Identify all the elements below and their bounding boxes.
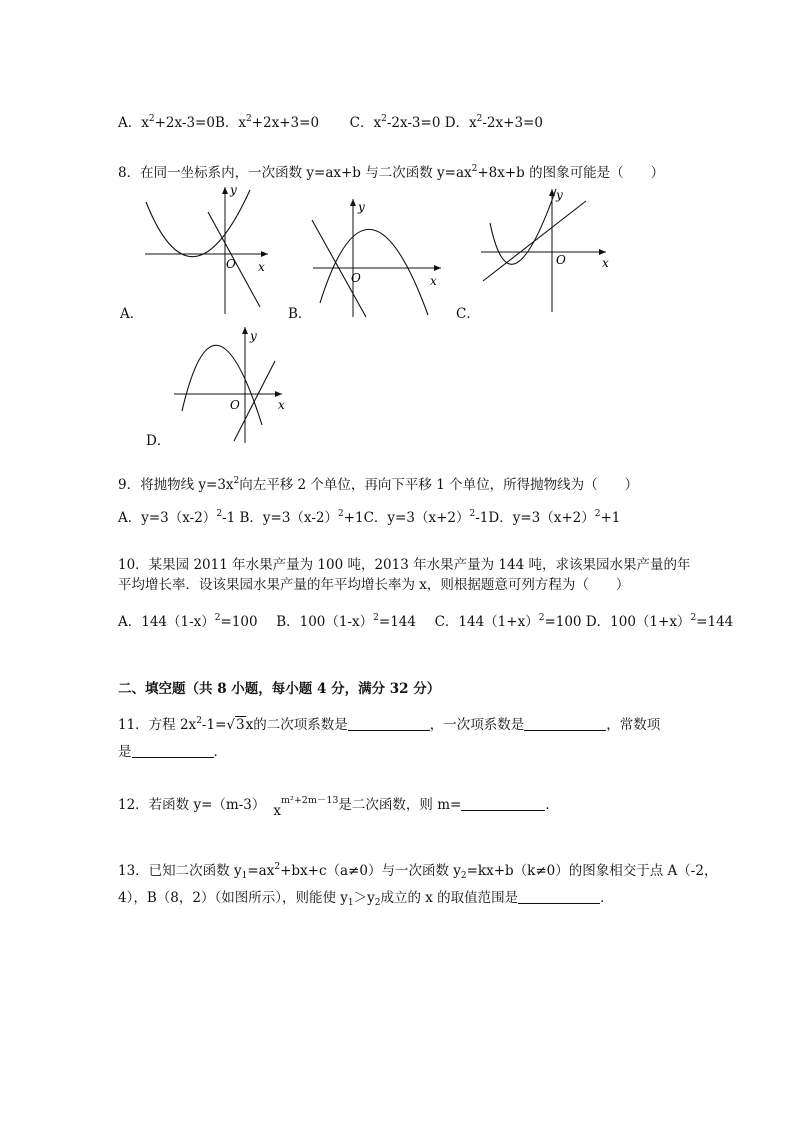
q10-line1: 10．某果园 2011 年水果产量为 100 吨，2013 年水果产量为 144 吨，求该果园水果产量的年	[118, 557, 691, 573]
q13-text-f: ＞y	[353, 890, 375, 906]
exponent: 2	[476, 114, 483, 124]
x-label: x	[430, 274, 437, 288]
q13-text-a: 13．已知二次函数 y	[118, 863, 242, 879]
x-label: x	[602, 256, 609, 270]
q8-graph-c	[478, 185, 613, 315]
option-b-label: B．	[288, 306, 312, 322]
subscript: 1	[347, 898, 354, 908]
q12-text-a: 12．若函数 y=（m-3）	[118, 797, 266, 813]
line	[483, 201, 586, 281]
q10-opt-c-end: =100	[544, 614, 582, 630]
q10-line2: 平均增长率．设该果园水果产量的年平均增长率为 x，则根据题意可列方程为（ ）	[118, 577, 630, 593]
q7-b-end: +2x+3=0	[251, 115, 320, 131]
q11-line1	[118, 712, 660, 734]
q12-line	[118, 795, 559, 819]
subscript: 2	[460, 871, 467, 881]
q11-text-f: 是	[118, 744, 132, 760]
x-arrow-icon	[261, 251, 268, 257]
exponent: 2	[148, 114, 155, 124]
answer-blank-1[interactable]	[348, 717, 430, 731]
q9-opt-c: +1C．y=3（x+2）	[343, 510, 470, 526]
q11-text-g: ．	[213, 744, 227, 760]
y-arrow-icon	[350, 199, 356, 206]
y-label: y	[556, 188, 563, 202]
origin-label: O	[556, 253, 566, 267]
q8-text-a: 8．在同一坐标系内，一次函数 y=ax+b 与二次函数 y=ax	[118, 165, 472, 181]
y-arrow-icon	[222, 187, 228, 194]
exponent: 2	[233, 476, 240, 486]
y-label: y	[358, 200, 365, 214]
q9-opt-b: -1 B．y=3（x-2）	[222, 510, 338, 526]
q11-text-d: ，一次项系数是	[429, 717, 525, 733]
q10-opt-d-end: =144	[696, 614, 734, 630]
exponent: 2	[594, 509, 601, 519]
q11-text-e: ，常数项	[606, 717, 661, 733]
exponent: 2	[214, 613, 221, 623]
parabola	[182, 345, 262, 425]
q12-text-b: 是二次函数，则 m=	[338, 797, 462, 813]
q10-opt-a: A．144（1-x）	[118, 614, 215, 630]
q7-c-text: C．x	[349, 115, 382, 131]
q10-opt-d: D．100（1+x）	[585, 614, 691, 630]
q9-opt-a: A．y=3（x-2）	[118, 510, 217, 526]
answer-blank-3[interactable]	[132, 744, 214, 758]
q11-line2	[118, 743, 227, 761]
exponent: 2	[245, 114, 252, 124]
section-title: 二、填空题（共 8 小题，每小题 4 分，满分 32 分）	[118, 681, 441, 697]
q13-line2	[118, 889, 614, 912]
exponent: 2	[471, 164, 478, 174]
q8-graph-d	[172, 323, 292, 445]
q12-text-c: ．	[545, 797, 559, 813]
q10-opt-b-end: =144	[378, 614, 416, 630]
sqrt-symbol: √3	[226, 717, 245, 733]
y-arrow-icon	[242, 327, 248, 334]
exponent: 2	[337, 509, 344, 519]
q10-opt-b: B．100（1-x）	[276, 614, 374, 630]
q12-base: x	[273, 803, 281, 819]
origin-label: O	[226, 257, 236, 271]
exponent: 2	[373, 613, 379, 623]
q11-text-c: x的二次项系数是	[245, 717, 348, 733]
q8-text-b: +8x+b 的图象可能是（ ）	[477, 165, 665, 181]
q9-options	[118, 505, 620, 527]
option-c-label: C．	[456, 306, 480, 322]
subscript: 1	[241, 871, 248, 881]
answer-blank[interactable]	[518, 890, 600, 904]
exponent: 2	[690, 613, 697, 623]
q13-text-g: 成立的 x 的取值范围是	[380, 890, 519, 906]
option-a-label: A．	[120, 306, 144, 322]
q13-text-c: +bx+c（a≠0）与一次函数 y	[280, 863, 461, 879]
y-label: y	[230, 183, 237, 197]
option-d-label: D．	[146, 433, 171, 449]
exponent: 2	[216, 509, 223, 519]
origin-label: O	[351, 271, 361, 285]
answer-blank[interactable]	[461, 797, 545, 811]
q11-text-a: 11．方程 2x	[118, 717, 197, 733]
x-arrow-icon	[599, 249, 606, 255]
parabola	[146, 190, 250, 257]
q9-opt-d-end: +1	[600, 510, 621, 526]
q13-text-h: ．	[600, 890, 614, 906]
q7-options	[118, 110, 543, 132]
parabola	[490, 189, 556, 264]
exponent: 2	[381, 114, 387, 124]
y-label: y	[250, 329, 257, 343]
q7-ab-text: +2x-3=0B．x	[154, 115, 246, 131]
x-arrow-icon	[434, 265, 441, 271]
q8-graph-a	[140, 182, 275, 317]
line	[234, 361, 275, 441]
q13-text-b: =ax	[247, 863, 275, 879]
q9-text-b: 向左平移 2 个单位，再向下平移 1 个单位，所得抛物线为（ ）	[239, 477, 639, 493]
q9-opt-d: -1D．y=3（x+2）	[475, 510, 595, 526]
x-arrow-icon	[275, 391, 282, 397]
origin-label: O	[230, 398, 240, 412]
exponent: 2	[538, 613, 545, 623]
q10-options	[118, 609, 733, 631]
q13-line1	[118, 858, 717, 885]
q10-opt-c: C．144（1+x）	[434, 614, 539, 630]
q9-stem	[118, 472, 638, 494]
q10-opt-a-end: =100	[220, 614, 258, 630]
q11-text-b: -1=	[201, 717, 227, 733]
q7-d-end: -2x+3=0	[482, 115, 543, 131]
parabola	[320, 229, 428, 315]
exponent: 2	[196, 716, 202, 726]
q9-text-a: 9．将抛物线 y=3x	[118, 477, 234, 493]
q7-a-text: A．x	[118, 115, 149, 131]
x-label: x	[258, 260, 265, 274]
sqrt-radicand: 3	[236, 717, 245, 733]
x-label: x	[278, 398, 285, 412]
q8-graph-b	[308, 195, 448, 320]
q12-exponent: m²+2m－13	[281, 795, 339, 806]
subscript: 2	[374, 898, 381, 908]
exponent: 2	[274, 862, 281, 872]
answer-blank-2[interactable]	[524, 717, 606, 731]
exponent: 2	[469, 509, 476, 519]
q7-cd-text: -2x-3=0 D．x	[386, 115, 477, 131]
q13-text-d: =kx+b（k≠0）的图象相交于点 A（-2，	[466, 863, 718, 879]
q13-text-e: 4），B（8，2）（如图所示），则能使 y	[118, 890, 348, 906]
q8-stem	[118, 160, 664, 182]
